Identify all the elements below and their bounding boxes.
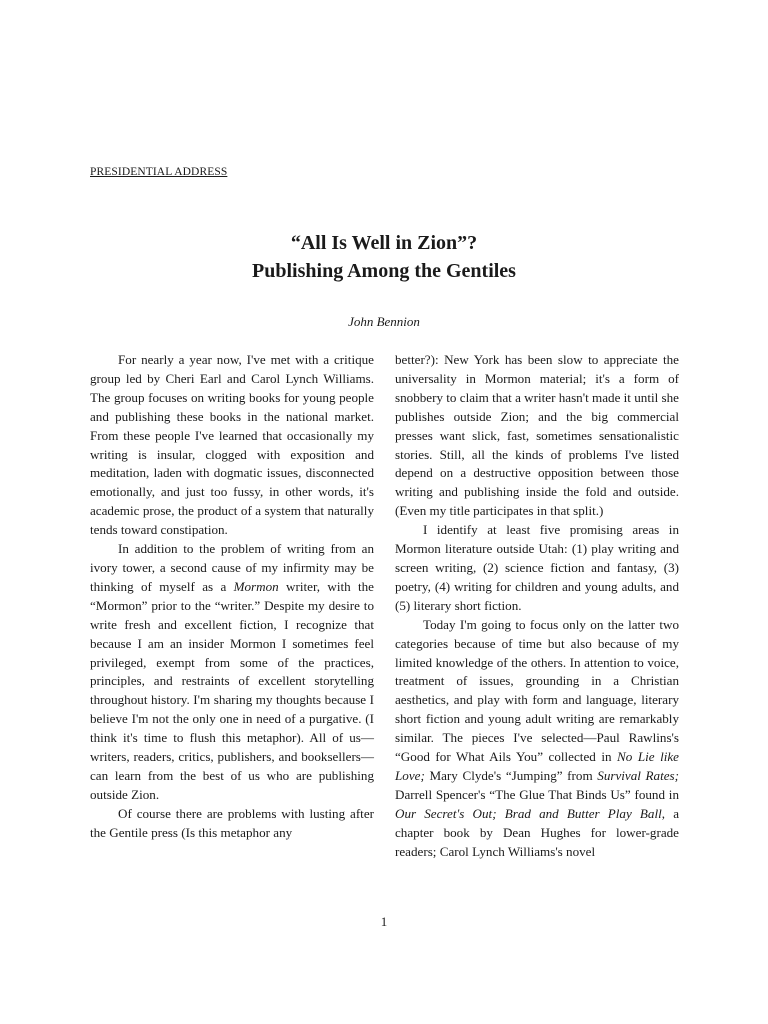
text-run: In addition to the problem of writing from an ivory tower, a second cause of my infirmity may be thinking of myself as a	[90, 541, 374, 594]
paragraph: better?): New York has been slow to appreciate the universality in Mormon material; it's a form of snobbery to claim that a writer hasn't made it until she publishes outside Zion; and the big commercial presses want slick, fast, sometimes sensationalistic stories. Still, all the kinds of problems I've listed depend on a destructive opposition between those writing and publishing inside the fold and outside. (Even my title participates in that split.)	[395, 352, 679, 519]
paragraph: I identify at least five promising areas in Mormon literature outside Utah: (1) play writing and screen writing, (2) science fiction and fantasy, (3) poetry, (4) writing for children and young adults, and (5) literary short fiction.	[395, 522, 679, 613]
text-run	[497, 806, 505, 821]
italic-text: No Lie like Love;	[395, 749, 679, 783]
paragraph	[90, 540, 374, 805]
section-label: PRESIDENTIAL ADDRESS	[90, 166, 228, 178]
italic-text: Our Secret's Out;	[395, 805, 497, 821]
italic-text: Survival Rates;	[597, 767, 679, 783]
text-run: Mary Clyde's “Jumping” from	[424, 767, 598, 783]
right-column	[395, 351, 679, 861]
page-number: 1	[380, 914, 388, 929]
italic-text: Brad and Butter Play Ball	[504, 805, 662, 821]
title-line-2: Publishing Among the Gentiles	[252, 260, 516, 282]
title-line-1: “All Is Well in Zion”?	[290, 232, 478, 254]
left-column	[90, 351, 374, 843]
paragraph	[395, 616, 679, 862]
text-run: Darrell Spencer's “The Glue That Binds Us” found in	[395, 786, 679, 802]
article-title	[90, 229, 678, 285]
text-run: writer, with the “Mormon” prior to the “writer.” Despite my desire to write fresh and excellent fiction, I recognize that because I am an insider Mormon I sometimes feel privileged, exempt from some of the practices, principles, and restraints of excellent storytelling throughout history. I'm sharing my thoughts because I believe I'm not the only one in need of a purgative. (I think it's time to flush this metaphor). All of us—writers, readers, critics, publishers, and booksellers—can learn from the best of us who are publishing outside Zion.	[90, 578, 374, 802]
text-run: Today I'm going to focus only on the latter two categories because of time but also because of my limited knowledge of the others. In attention to voice, treatment of issues, grounding in a Christian aesthetics, and play with form and language, literary short fiction and young adult writing are remarkably similar. The pieces I've selected—Paul Rawlins's “Good for What Ails You” collected in	[395, 616, 679, 765]
paragraph: For nearly a year now, I've met with a critique group led by Cheri Earl and Carol Lynch Williams. The group focuses on writing books for young people and publishing these books in the national market. From these people I've learned that occasionally my writing is insular, clogged with exposition and meditation, laden with dogmatic issues, disconnected emotionally, and just too fussy, in other words, it's academic prose, the product of a system that naturally tends toward constipation.	[90, 352, 374, 538]
author-name: John Bennion	[348, 314, 420, 329]
paragraph: Of course there are problems with lusting after the Gentile press (Is this metaphor any	[90, 805, 374, 840]
italic-text: Mormon	[233, 578, 279, 594]
text-run: , a chapter book by Dean Hughes for lower-grade readers; Carol Lynch Williams's novel	[395, 805, 680, 859]
